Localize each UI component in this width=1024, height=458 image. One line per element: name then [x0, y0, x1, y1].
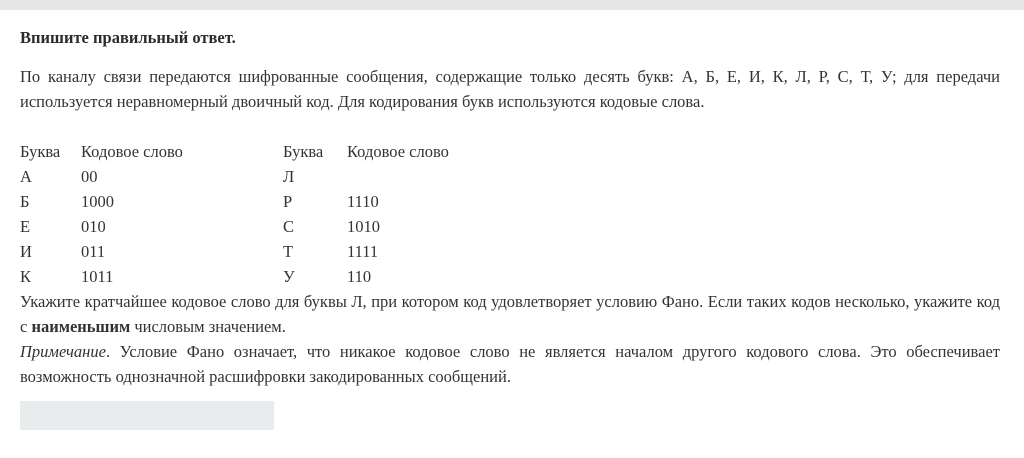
table-row — [20, 239, 620, 264]
code-cell: 1111 — [347, 242, 379, 261]
top-bar — [0, 0, 1024, 10]
letter-cell: А — [20, 167, 32, 186]
code-cell: 1110 — [347, 192, 379, 211]
letter-cell: Е — [20, 217, 31, 236]
task-text-bold: наименьшим — [31, 317, 131, 336]
code-cell: 00 — [81, 167, 98, 186]
code-table — [20, 139, 1000, 286]
note-body: . Условие Фано означает, что никакое кодовое слово не является началом другого кодового слова. Это обеспечивает возможность однозначной расшифровки закодированных сообщений. — [20, 342, 1000, 386]
question-content — [20, 27, 1000, 389]
question-intro: По каналу связи передаются шифрованные сообщения, содержащие только десять букв: А, Б, Е, И, К, Л, Р, С, Т, У; для передачи используется неравномерный двоичный код. Для кодирования букв используются кодовые слова. — [20, 67, 1000, 111]
table-row — [20, 264, 620, 289]
note-label: Примечание — [20, 342, 106, 361]
letter-cell: С — [283, 217, 295, 236]
table-row — [20, 164, 620, 189]
header-code-left: Кодовое слово — [81, 142, 183, 161]
table-row — [20, 189, 620, 214]
letter-cell: И — [20, 242, 32, 261]
header-code-right: Кодовое слово — [347, 142, 449, 161]
letter-cell: Р — [283, 192, 293, 211]
code-cell: 1000 — [81, 192, 114, 211]
code-cell: 010 — [81, 217, 106, 236]
code-cell: 1010 — [347, 217, 380, 236]
letter-cell: К — [20, 267, 32, 286]
task-text-part2: числовым значением. — [130, 317, 286, 336]
letter-cell: Б — [20, 192, 30, 211]
letter-cell: Т — [283, 242, 294, 261]
note-text — [20, 339, 1000, 389]
task-text — [20, 289, 1000, 339]
header-letter-right: Буква — [283, 142, 324, 161]
code-cell: 1011 — [81, 267, 114, 286]
letter-cell: У — [283, 267, 295, 286]
code-cell: 110 — [347, 267, 372, 286]
letter-cell: Л — [283, 167, 295, 186]
answer-input[interactable] — [20, 401, 274, 430]
question-heading: Впишите правильный ответ. — [20, 28, 236, 47]
table-row — [20, 214, 620, 239]
code-table-header — [20, 139, 620, 164]
code-cell: 011 — [81, 242, 106, 261]
header-letter-left: Буква — [20, 142, 61, 161]
task-text-part1: Укажите кратчайшее кодовое слово для буквы Л, при котором код удовлетворяет условию Фано. Если таких кодов несколько, укажите код с — [20, 292, 1000, 336]
